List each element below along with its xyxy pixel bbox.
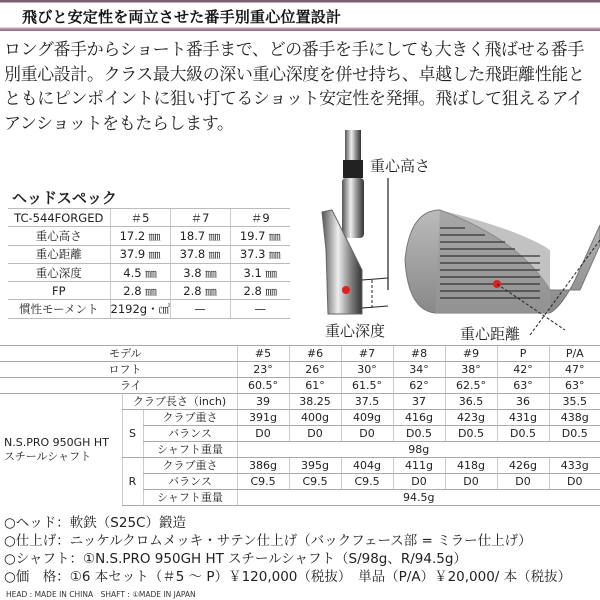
cell: D0.5: [445, 426, 497, 442]
cell: 18.7 ㎜: [170, 227, 230, 245]
face-view-icon: [405, 210, 600, 335]
cell: 63°: [549, 378, 600, 394]
cell: 98g: [237, 442, 600, 458]
cell: #6: [289, 346, 341, 362]
cell: #7: [341, 346, 393, 362]
table-row: [0, 378, 600, 394]
cell: 2.8 ㎜: [230, 282, 290, 300]
cell: D0.5: [393, 426, 445, 442]
table-row: [0, 362, 600, 378]
cell: D0: [497, 474, 549, 490]
cell: ライ: [0, 378, 237, 394]
cell: S: [122, 410, 143, 458]
cell: 94.5g: [237, 490, 600, 506]
cell: 61.5°: [341, 378, 393, 394]
cell: 42°: [497, 362, 549, 378]
cell: 36.5: [445, 394, 497, 410]
cell: ＃7: [170, 209, 230, 227]
cell: 39: [237, 394, 289, 410]
label-cog-distance: 重心距離: [460, 325, 521, 343]
cell: 63°: [497, 378, 549, 394]
section-title-bar: [0, 0, 600, 31]
cell: 3.8 ㎜: [170, 263, 230, 281]
table-row: [8, 282, 290, 300]
cell: 400g: [289, 410, 341, 426]
cell: 35.5: [549, 394, 600, 410]
cell: #5: [237, 346, 289, 362]
cell: D0: [341, 426, 393, 442]
cell: ＃5: [110, 209, 170, 227]
cell: 47°: [549, 362, 600, 378]
table-row: [8, 263, 290, 281]
cell: D0.5: [497, 426, 549, 442]
intro-paragraph: [4, 38, 600, 136]
cell: 433g: [549, 458, 600, 474]
cell: P/A: [549, 346, 600, 362]
cell: 431g: [497, 410, 549, 426]
footer-price: ○価 格：①6 本セット（＃5 ～ P）￥120,000（税抜） 単品（P/A）￥20,000/ 本（税抜）: [4, 569, 572, 585]
club-spec-table: [0, 345, 600, 506]
cell: D0: [237, 426, 289, 442]
table-row: [8, 245, 290, 263]
cell: D0: [393, 474, 445, 490]
cell: D0.5: [549, 426, 600, 442]
cell: クラブ重さ: [143, 410, 237, 426]
cell: 386g: [237, 458, 289, 474]
label-cog-height: 重心高さ: [370, 157, 431, 175]
cell: 411g: [393, 458, 445, 474]
footer-finish: ○仕上げ：ニッケルクロムメッキ・サテン仕上げ（バックフェース部 = ミラー仕上げ）: [4, 533, 532, 549]
cell: 重心深度: [8, 263, 110, 281]
cell: バランス: [143, 426, 237, 442]
cell: 重心距離: [8, 245, 110, 263]
cell: 34°: [393, 362, 445, 378]
cell: D0: [549, 474, 600, 490]
cell: 26°: [289, 362, 341, 378]
cell: 404g: [341, 458, 393, 474]
cell: 慣性モーメント: [8, 300, 110, 318]
cell: 60.5°: [237, 378, 289, 394]
head-spec-heading: ヘッドスペック: [12, 189, 117, 207]
cell: 395g: [289, 458, 341, 474]
intro-line: ともにピンポイントに狙い打てるショット安定性を発揮。飛ばして狙えるアイ: [4, 89, 584, 109]
cell: 37.3 ㎜: [230, 245, 290, 263]
cog-dot-side: [342, 286, 350, 294]
cell: 23°: [237, 362, 289, 378]
cell: 391g: [237, 410, 289, 426]
cell: 2.8 ㎜: [110, 282, 170, 300]
cell: 2.8 ㎜: [170, 282, 230, 300]
table-row: [8, 209, 290, 227]
origin-note: HEAD : MADE IN CHINA SHAFT : ①MADE IN JAPAN: [6, 590, 196, 599]
table-row: [8, 227, 290, 245]
cell: モデル: [0, 346, 237, 362]
head-spec-table: [8, 208, 290, 319]
cell: 423g: [445, 410, 497, 426]
cell: D0: [289, 426, 341, 442]
cell: 19.7 ㎜: [230, 227, 290, 245]
cell: 409g: [341, 410, 393, 426]
cell: 30°: [341, 362, 393, 378]
cell: クラブ重さ: [143, 458, 237, 474]
cell: シャフト重量: [143, 490, 237, 506]
cell: 3.1 ㎜: [230, 263, 290, 281]
cell: 37.5: [341, 394, 393, 410]
cell: C9.5: [237, 474, 289, 490]
cell: #9: [445, 346, 497, 362]
cell: 426g: [497, 458, 549, 474]
cell: 17.2 ㎜: [110, 227, 170, 245]
cell: TC-544FORGED: [8, 209, 110, 227]
cell: FP: [8, 282, 110, 300]
cell: P: [497, 346, 549, 362]
cell: 416g: [393, 410, 445, 426]
intro-line: アンショットをもたらします。: [4, 113, 234, 134]
cell: #8: [393, 346, 445, 362]
section-title: 飛びと安定性を両立させた番手別重心位置設計: [22, 8, 342, 26]
cell: 438g: [549, 410, 600, 426]
cell: ロフト: [0, 362, 237, 378]
intro-line: ロング番手からショート番手まで、どの番手を手にしても大きく飛ばせる番手: [4, 40, 584, 60]
table-row: [0, 346, 600, 362]
club-head-figure: [300, 130, 600, 345]
cell: 37.9 ㎜: [110, 245, 170, 263]
table-row: [0, 394, 600, 410]
cell: R: [122, 458, 143, 506]
cell: C9.5: [289, 474, 341, 490]
cell: 重心高さ: [8, 227, 110, 245]
cell: シャフト重量: [143, 442, 237, 458]
shaft-name: N.S.PRO 950GH HT スチールシャフト: [0, 394, 122, 506]
cell: 62.5°: [445, 378, 497, 394]
cell: クラブ長さ（inch): [122, 394, 237, 410]
cell: 36: [497, 394, 549, 410]
cell: D0: [445, 474, 497, 490]
cell: 38°: [445, 362, 497, 378]
cell: 418g: [445, 458, 497, 474]
cell: C9.5: [341, 474, 393, 490]
cell: 2192g・㎠: [110, 300, 170, 318]
cell: —: [230, 300, 290, 318]
footer-shaft: ○シャフト：①N.S.PRO 950GH HT スチールシャフト（S/98g、R/94.5g）: [4, 551, 467, 567]
intro-line: 別重心設計。クラス最大級の深い重心深度を併せ持ち、卓越した飛距離性能と: [4, 64, 585, 85]
footer-head: ○ヘッド：軟鉄（S25C）鍛造: [4, 515, 186, 531]
cell: 37.8 ㎜: [170, 245, 230, 263]
cell: 38.25: [289, 394, 341, 410]
cell: 61°: [289, 378, 341, 394]
cell: 4.5 ㎜: [110, 263, 170, 281]
cell: 37: [393, 394, 445, 410]
cell: 62°: [393, 378, 445, 394]
cell: ＃9: [230, 209, 290, 227]
table-row: [8, 300, 290, 318]
cell: —: [170, 300, 230, 318]
label-cog-depth: 重心深度: [325, 322, 386, 340]
iron-illustration: [300, 130, 600, 345]
cell: バランス: [143, 474, 237, 490]
